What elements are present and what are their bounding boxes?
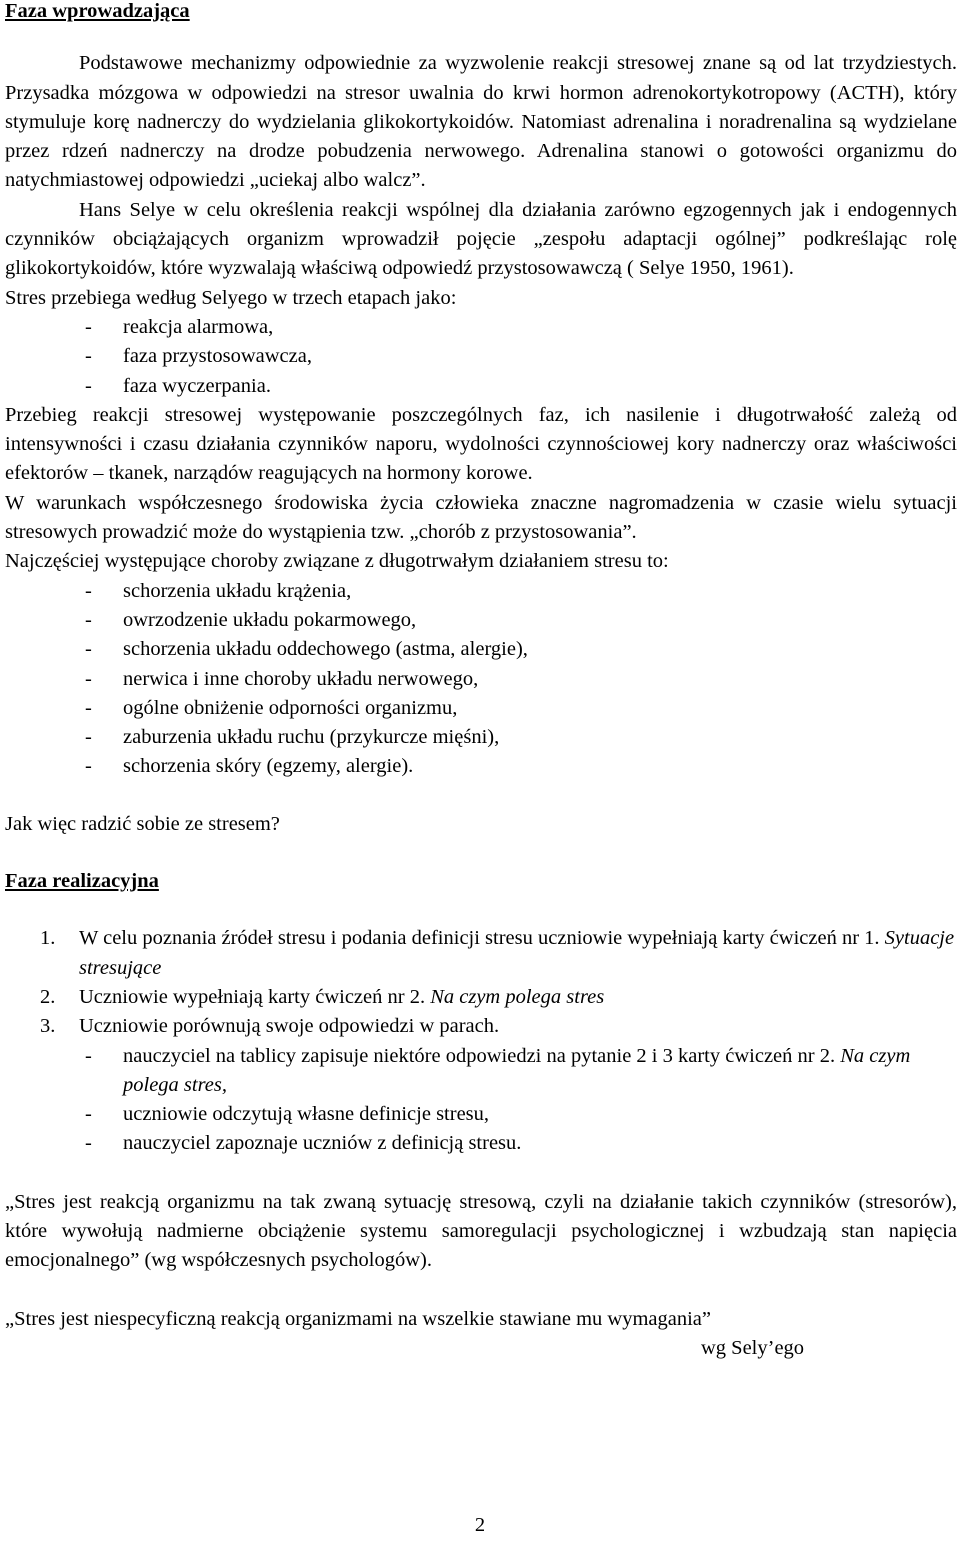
page-number: 2 bbox=[474, 1514, 486, 1536]
list-item: - nerwica i inne choroby układu nerwowego, bbox=[5, 665, 957, 694]
steps-list bbox=[5, 924, 957, 1041]
paragraph-adaptation-diseases: W warunkach współczesnego środowiska życia człowieka znaczne nagromadzenia w czasie wielu sytuacji stresowych prowadzić może do wystąpienia tzw. „chorób z przystosowania”. bbox=[5, 491, 957, 544]
paragraph-stress-course: Przebieg reakcji stresowej występowanie poszczególnych faz, ich nasilenie i długotrwałość zależą od intensywności i czasu działania czynników naporu, wydolności czynnościowej kory nadnerczy oraz właściwości efektorów – tkanek, narządów reagujących na hormony korowe. bbox=[5, 403, 957, 485]
substep-text: nauczyciel na tablicy zapisuje niektóre odpowiedzi na pytanie 2 i 3 karty ćwiczeń nr 2. bbox=[123, 1044, 836, 1067]
list-item bbox=[5, 1042, 957, 1101]
list-item: - schorzenia układu oddechowego (astma, alergie), bbox=[5, 635, 957, 664]
quote-attribution: wg Sely’ego bbox=[701, 1336, 805, 1359]
definition-quote-psychologists: „Stres jest reakcją organizmu na tak zwaną sytuację stresową, czyli na działanie takich czynników (stresorów), które wywołują nadmierne obciążenie systemu samoregulacji psychologicznej i wzbudzają stan napięcia emocjonalnego” (wg współczesnych psychologów). bbox=[5, 1190, 957, 1272]
step-number: 2. bbox=[40, 985, 56, 1008]
question-coping: Jak więc radzić sobie ze stresem? bbox=[5, 812, 280, 835]
step-item bbox=[5, 983, 957, 1012]
step-worksheet-title: Na czym polega stres bbox=[430, 985, 605, 1008]
list-item: - faza wyczerpania. bbox=[5, 372, 957, 401]
diseases-list bbox=[5, 577, 957, 782]
list-item: - ogólne obniżenie odporności organizmu, bbox=[5, 694, 957, 723]
step-item bbox=[5, 1012, 957, 1041]
stages-intro: Stres przebiega według Selyego w trzech etapach jako: bbox=[5, 286, 457, 309]
step-text: Uczniowie porównują swoje odpowiedzi w parach. bbox=[79, 1015, 500, 1038]
list-item: - reakcja alarmowa, bbox=[5, 313, 957, 342]
step-number: 1. bbox=[40, 927, 56, 950]
list-item: - zaburzenia układu ruchu (przykurcze mięśni), bbox=[5, 723, 957, 752]
step-text: W celu poznania źródeł stresu i podania definicji stresu uczniowie wypełniają karty ćwiczeń nr 1. bbox=[79, 927, 880, 950]
list-item: - schorzenia układu krążenia, bbox=[5, 577, 957, 606]
section-heading-realization: Faza realizacyjna bbox=[5, 870, 159, 893]
paragraph-mechanisms: Podstawowe mechanizmy odpowiednie za wyzwolenie reakcji stresowej znane są od lat trzydziestych. Przysadka mózgowa w odpowiedzi na stresor uwalnia do krwi hormon adrenokortykotropowy (ACTH), który stymuluje korę nadnerczy do wydzielania glikokortykoidów. Natomiast adrenalina i noradrenalina są wydzielane przez rdzeń nadnerczy na drodze pobudzenia nerwowego. Adrenalina stanowi o gotowości organizmu do natychmiastowej odpowiedzi „uciekaj albo walcz”. bbox=[5, 52, 957, 192]
list-item: - schorzenia skóry (egzemy, alergie). bbox=[5, 752, 957, 781]
stages-list bbox=[5, 313, 957, 401]
substep-worksheet-title: Na czym polega stres, bbox=[123, 1044, 911, 1096]
substeps-list bbox=[5, 1042, 957, 1159]
step-number: 3. bbox=[40, 1015, 56, 1038]
step-item bbox=[5, 924, 957, 983]
document-page bbox=[5, 0, 957, 1363]
list-item: - faza przystosowawcza, bbox=[5, 342, 957, 371]
list-item: - owrzodzenie układu pokarmowego, bbox=[5, 606, 957, 635]
paragraph-selye: Hans Selye w celu określenia reakcji wspólnej dla działania zarówno egzogennych jak i endogennych czynników obciążających organizm wprowadził pojęcie „zespołu adaptacji ogólnej” podkreślając rolę glikokortykoidów, które wyzwalają właściwą odpowiedź przystosowawczą ( Selye 1950, 1961). bbox=[5, 198, 957, 280]
step-worksheet-title: Sytuacje stresujące bbox=[79, 927, 955, 979]
definition-quote-selye: „Stres jest niespecyficzną reakcją organizmami na wszelkie stawiane mu wymagania” bbox=[5, 1307, 712, 1330]
diseases-intro: Najczęściej występujące choroby związane z długotrwałym działaniem stresu to: bbox=[5, 550, 669, 573]
step-text: Uczniowie wypełniają karty ćwiczeń nr 2. bbox=[79, 985, 426, 1008]
list-item: - uczniowie odczytują własne definicje stresu, bbox=[5, 1100, 957, 1129]
list-item: - nauczyciel zapoznaje uczniów z definicją stresu. bbox=[5, 1129, 957, 1158]
section-heading-introduction: Faza wprowadzająca bbox=[5, 0, 190, 22]
